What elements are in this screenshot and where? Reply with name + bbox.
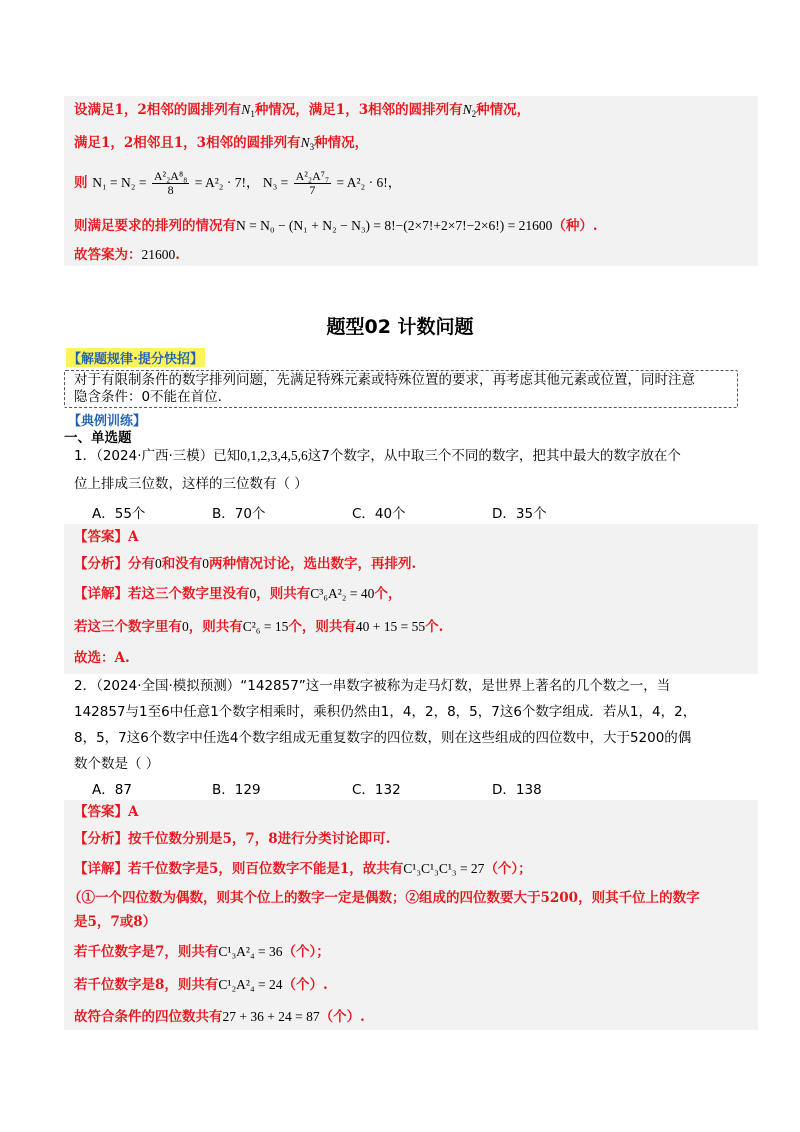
formula: C²₆ = 15	[242, 619, 289, 634]
tips-text-line-2: 隐含条件：0不能在首位.	[74, 389, 222, 405]
prev-solution-line-2: 满足1，2相邻且1，3相邻的圆排列有$N_3$种情况，	[74, 135, 369, 152]
var-n1: N	[241, 102, 251, 117]
section-title: 题型02 计数问题	[326, 316, 474, 338]
prev-solution-line-5	[74, 245, 180, 265]
q2-option-a: A．87	[92, 782, 132, 798]
q2-stem-line-3: 8，5，7这6个数字中任选4个数字组成无重复数字的四位数，则在这些组成的四位数中，大于5200的偶	[74, 730, 692, 746]
q2-note-line-1: （①一个四位数为偶数，则其个位上的数字一定是偶数；②组成的四位数要大于5200，则其千位上的数字	[68, 890, 700, 906]
q2-note-line-2: 是5，7或8）	[74, 914, 157, 930]
q2-analysis: 【分析】按千位数分别是5，7，8进行分类讨论即可.	[74, 831, 391, 847]
q2-detail-2: 若千位数字是7，则共有C¹₃A²₄ = 36（个）；	[74, 944, 330, 960]
q1-conclusion: 故选：A.	[74, 650, 130, 666]
prev-solution-line-3	[74, 166, 401, 200]
answer-value: 21600	[141, 247, 176, 262]
prev-solution-line-1: 设满足1，2相邻的圆排列有$N_1$种情况，满足1，3相邻的圆排列有$N_2$种情况，	[74, 102, 531, 119]
text: 则满足要求的排列的情况有	[74, 218, 236, 234]
formula: N₁ = N₂ = $\frac{\text{A²₂A⁸₈}}{8}$ = A²₂ · 7!， N₃ = $\frac{\text{A²₂A⁷₇}}{7}$ = A²₂ · 6!，	[92, 169, 402, 198]
digits: 0,1,2,3,4,5,6	[240, 448, 308, 463]
text: 这7个数字，从中取三个不同的数字，把其中最大的数字放在个	[307, 448, 681, 464]
text: 种情况，	[314, 135, 369, 151]
var-n2: N	[462, 102, 472, 117]
q2-stem-line-2: 142857与1至6中任意1个数字相乘时，乘积仍然由1，4，2，8，5，7这6个数字组成．若从1，4，2，	[74, 704, 697, 720]
q1-detail-2: 若这三个数字里有0，则共有C²₆ = 15个，则共有40 + 15 = 55个.	[74, 619, 444, 635]
q2-answer: 【答案】A	[74, 804, 139, 820]
q1-analysis: 【分析】分有0和没有0两种情况讨论，选出数字，再排列.	[74, 556, 417, 572]
formula: C³₆A²₂ = 40	[310, 586, 375, 601]
subsection-title: 一、单选题	[64, 430, 132, 446]
formula: C¹₂A²₄ = 24	[218, 977, 283, 992]
q1-option-a: A．55个	[92, 506, 146, 522]
prev-solution-line-4	[74, 216, 598, 236]
text: .	[175, 247, 180, 263]
text: 设满足1，2相邻的圆排列有	[74, 102, 242, 118]
text: 1．（2024·广西·三模）已知	[74, 448, 241, 464]
q1-option-d: D．35个	[492, 506, 547, 522]
formula: N = N₀ − (N₁ + N₂ − N₃) = 8!−(2×7!+2×7!−2×6!) = 21600	[236, 218, 553, 233]
q1-option-c: C．40个	[352, 506, 406, 522]
fraction: $\frac{\text{A²₂A⁷₇}}{7}$	[295, 169, 330, 198]
examples-tag: 【典例训练】	[68, 414, 147, 429]
formula: 40 + 15 = 55	[355, 619, 426, 634]
q1-stem-line-2: 位上排成三位数，这样的三位数有（ ）	[74, 476, 308, 492]
text: 满足1，2相邻且1，3相邻的圆排列有	[74, 135, 301, 151]
q2-stem-line-1: 2．（2024·全国·模拟预测）“142857”这一串数字被称为走马灯数，是世界上著名的几个数之一，当	[74, 678, 671, 694]
tips-tag: 【解题规律·提分快招】	[66, 348, 205, 367]
text: 种情况，	[476, 102, 531, 118]
q2-detail-1: 【详解】若千位数字是5，则百位数字不能是1，故共有C¹₃C¹₃C¹₃ = 27（个）；	[74, 861, 532, 877]
q1-detail-1: 【详解】若这三个数字里没有0，则共有C³₆A²₂ = 40个，	[74, 586, 402, 602]
formula: C¹₃C¹₃C¹₃ = 27	[403, 861, 485, 876]
text: （种）.	[552, 218, 598, 234]
q2-detail-3: 若千位数字是8，则共有C¹₂A²₄ = 24（个）.	[74, 977, 328, 993]
q2-conclusion: 故符合条件的四位数共有27 + 36 + 24 = 87（个）.	[74, 1009, 365, 1025]
formula: 27 + 36 + 24 = 87	[222, 1009, 320, 1024]
q2-option-c: C．132	[352, 782, 401, 798]
q1-option-b: B．70个	[212, 506, 266, 522]
formula: C¹₃A²₄ = 36	[218, 944, 283, 959]
text: 故答案为：	[74, 247, 142, 263]
var-n3: N	[300, 135, 310, 150]
q1-answer: 【答案】A	[74, 529, 139, 545]
fraction: $\frac{\text{A²₂A⁸₈}}{8}$	[153, 169, 188, 198]
q2-stem-line-4: 数个数是（ ）	[74, 756, 160, 772]
q2-option-d: D．138	[492, 782, 542, 798]
text: 则	[74, 175, 88, 191]
text: 种情况，满足1，3相邻的圆排列有	[254, 102, 463, 118]
tips-text-line-1: 对于有限制条件的数字排列问题，先满足特殊元素或特殊位置的要求，再考虑其他元素或位置，同时注意	[74, 372, 695, 388]
q1-stem-line-1	[74, 446, 681, 466]
q2-option-b: B．129	[212, 782, 261, 798]
tips-text	[74, 372, 734, 406]
